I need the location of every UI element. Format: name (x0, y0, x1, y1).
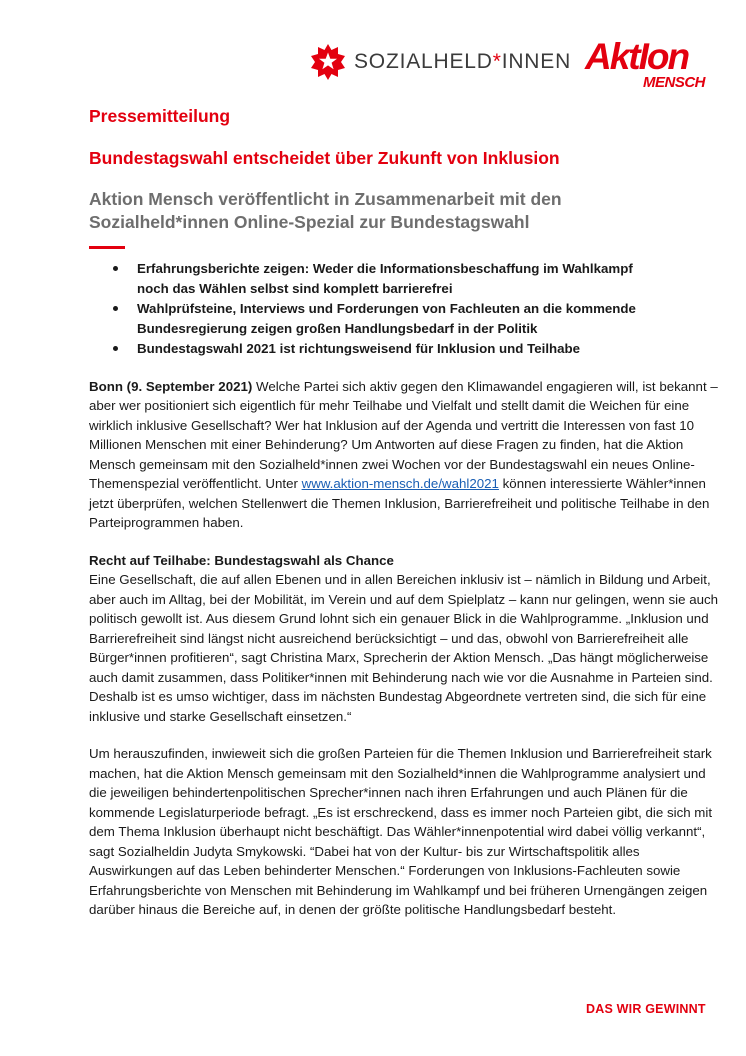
section-teilhabe (89, 551, 719, 727)
accent-divider (89, 246, 125, 249)
subheadline: Aktion Mensch veröffentlicht in Zusammenarbeit mit den Sozialheld*innen Online-Spezial zur Bundestagswahl (89, 189, 562, 232)
sozialhelden-logo-text: SOZIALHELD*INNEN (354, 50, 572, 73)
key-point: Erfahrungsberichte zeigen: Weder die Informationsbeschaffung im Wahlkampf noch das Wählen selbst sind komplett barrierefrei (113, 259, 643, 298)
aktion-mensch-logo (585, 36, 711, 94)
aktion-mensch-logo-top: AktIon (585, 36, 689, 77)
aktion-mensch-logo-bottom: MENSCH (643, 74, 706, 91)
press-release-body (89, 104, 719, 920)
key-point: Wahlprüfsteine, Interviews und Forderungen von Fachleuten an die kommende Bundesregierung zeigen großen Handlungsbedarf in der Politik (113, 299, 643, 338)
page-header (0, 36, 746, 96)
headline: Bundestagswahl entscheidet über Zukunft von Inklusion (89, 148, 560, 168)
key-points-list (89, 259, 719, 359)
intro-text-end: können interessierte Wähler*innen jetzt überprüfen, welchen Stellenwert die Themen Inklusion, Barrierefreiheit und politische Teilhabe in den Parteiprogrammen haben. (89, 476, 710, 530)
section-text: Eine Gesellschaft, die auf allen Ebenen und in allen Bereichen inklusiv ist – nämlich in Bildung und Arbeit, aber auch im Alltag, bei der Mobilität, im Verein und auf dem Spielplatz – kann nur gelingen, wenn sie auch politisch gewollt ist. Aus diesem Grund lohnt sich ein genauer Blick in die Wahlprogramme. „Inklusion und Barrierefreiheit sind längst nicht ausreichend berücksichtigt – und das, obwohl von Barrierefreiheit alle Bürger*innen profitieren“, sagt Christina Marx, Sprecherin der Aktion Mensch. „Das hängt möglicherweise auch damit zusammen, dass Politiker*innen mit Behinderung nach wie vor die Ausnahme in Parteien sind. Deshalb ist es umso wichtiger, dass im nächsten Bundestag Abgeordnete vertreten sind, die sich für eine inklusive und starke Gesellschaft einsetzen.“ (89, 572, 719, 724)
campaign-link[interactable]: www.aktion-mensch.de/wahl2021 (301, 476, 499, 491)
intro-text-start: Welche Partei sich aktiv gegen den Klimawandel engagieren will, ist bekannt – aber wer positioniert sich eigentlich für mehr Teilhabe und Vielfalt und stellt damit die Weichen für eine wirklich inklusive Gesellschaft? Wer hat Inklusion auf der Agenda und vertritt die Interessen von fast 10 Millionen Menschen mit einer Behinderung? Um Antworten auf diese Fragen zu finden, hat die Aktion Mensch gemeinsam mit den Sozialheld*innen zwei Wochen vor der Bundestagswahl ein neues Online-Themenspezial veröffentlicht. Unter (89, 378, 718, 491)
section-heading: Recht auf Teilhabe: Bundestagswahl als Chance (89, 552, 394, 568)
document-label: Pressemitteilung (89, 106, 231, 126)
footer-slogan: DAS WIR GEWINNT (586, 1002, 706, 1016)
analysis-paragraph: Um herauszufinden, inwieweit sich die großen Parteien für die Themen Inklusion und Barrierefreiheit stark machen, hat die Aktion Mensch gemeinsam mit den Sozialheld*innen die Wahlprogramme analysiert und die jeweiligen behindertenpolitischen Sprecher*innen nach ihren Erfahrungen und auch Plänen für die kommende Legislaturperiode befragt. „Es ist erschreckend, dass es immer noch Parteien gibt, die sich mit dem Thema Inklusion überhaupt nicht beschäftigt. Das Wähler*innenpotential wird dabei völlig verkannt“, sagt Sozialheldin Judyta Smykowski. “Dabei hat von der Kultur- bis zur Wirtschaftspolitik alles Auswirkungen auf das Leben behinderter Menschen.“ Forderungen von Inklusions-Fachleuten sowie Erfahrungsberichte von Menschen mit Behinderung im Wahlkampf und bei früheren Urnengängen zeigen darüber hinaus die Bereiche auf, in denen der größte politische Handlungsbedarf besteht. (89, 746, 713, 917)
dateline: Bonn (9. September 2021) (89, 378, 253, 394)
intro-paragraph (89, 377, 719, 533)
key-point: Bundestagswahl 2021 ist richtungsweisend für Inklusion und Teilhabe (113, 339, 643, 359)
star-badge-icon (310, 44, 346, 80)
